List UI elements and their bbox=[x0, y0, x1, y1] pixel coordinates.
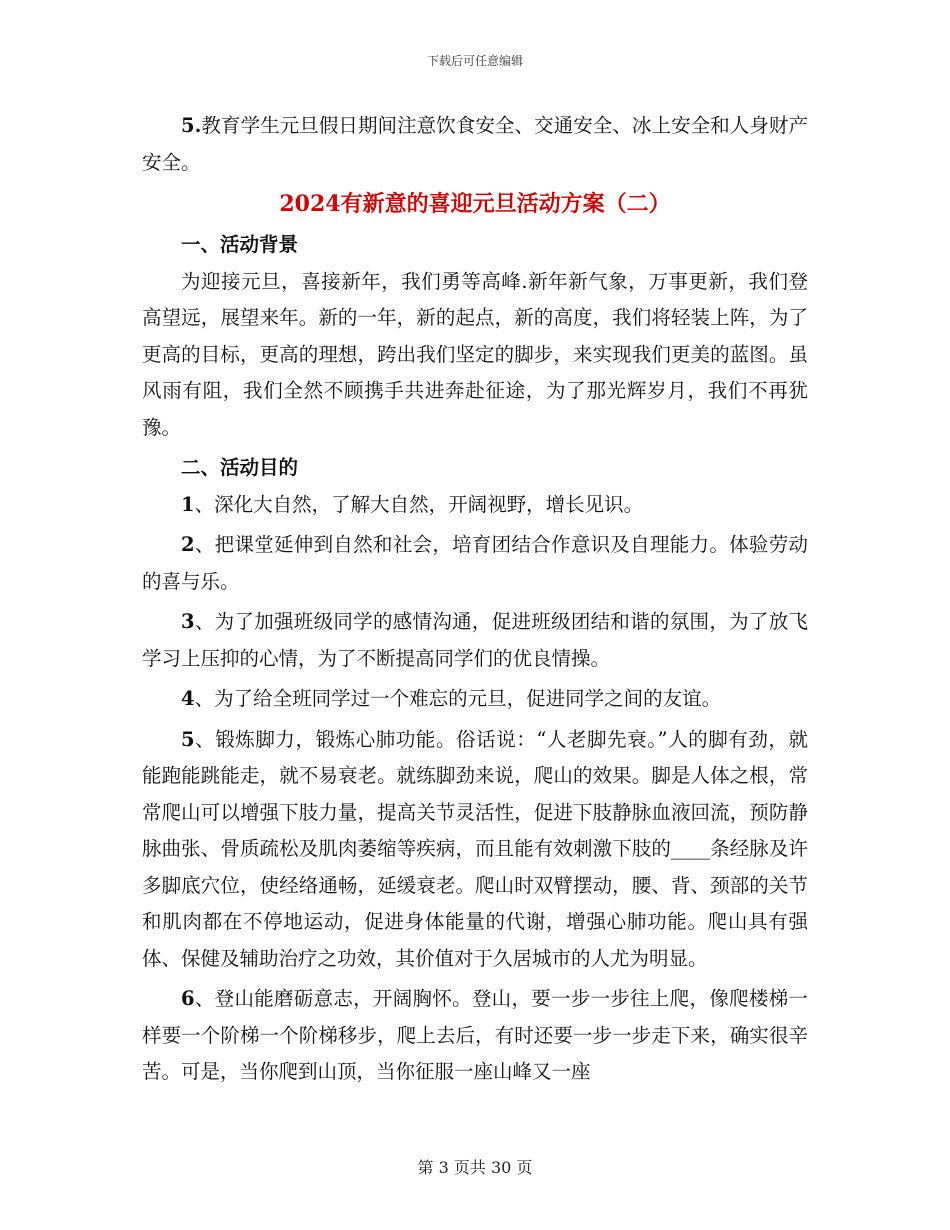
document-body bbox=[142, 108, 808, 1091]
page-header: 下载后可任意编辑 bbox=[426, 54, 523, 68]
item-text: 、为了给全班同学过一个难忘的元旦，促进同学之间的友谊。 bbox=[194, 687, 722, 710]
item-number: 6 bbox=[181, 987, 195, 1010]
list-item-3 bbox=[142, 604, 808, 677]
paragraph-safety bbox=[142, 108, 808, 181]
paragraph-number: 5. bbox=[181, 114, 202, 137]
list-item-2 bbox=[142, 527, 808, 600]
item-number: 2 bbox=[181, 533, 195, 556]
item-text: 、深化大自然，了解大自然，开阔视野，增长见识。 bbox=[194, 492, 644, 516]
list-item-1 bbox=[142, 487, 808, 524]
item-number: 5 bbox=[181, 727, 195, 751]
item-text: 、为了加强班级同学的感情沟通，促进班级团结和谐的氛围，为了放飞学习上压抑的心情，为了不断提高同学们的优良情操。 bbox=[142, 610, 808, 670]
document-title: 2024有新意的喜迎元旦活动方案（二） bbox=[279, 191, 671, 217]
section-heading-purpose: 二、活动目的 bbox=[181, 456, 299, 479]
item-text: 、登山能磨砺意志，开阔胸怀。登山，要一步一步往上爬，像爬楼梯一样要一个阶梯一个阶梯移步，爬上去后，有时还要一步一步走下来，确实很辛苦。可是，当你爬到山顶，当你征服一座山峰又一座 bbox=[142, 987, 808, 1083]
list-item-4 bbox=[142, 681, 808, 718]
paragraph-background: 为迎接元旦，喜接新年，我们勇等高峰.新年新气象，万事更新，我们登高望远，展望来年。新的一年，新的起点，新的高度，我们将轻装上阵，为了更高的目标，更高的理想，跨出我们坚定的脚步，来实现我们更美的蓝图。虽风雨有阻，我们全然不顾携手共进奔赴征途，为了那光辉岁月，我们不再犹豫。 bbox=[142, 269, 808, 439]
list-item-5 bbox=[142, 722, 808, 978]
list-item-6 bbox=[142, 981, 808, 1091]
item-text: 、锻炼脚力，锻炼心肺功能。俗话说：“人老脚先衰。”人的脚有劲，就能跑能跳能走，就不易衰老。就练脚劲来说，爬山的效果。脚是人体之根，常常爬山可以增强下肢力量，提高关节灵活性，促进下肢静脉血液回流，预防静脉曲张、骨质疏松及肌肉萎缩等疾病，而且能有效刺激下肢的____条经脉及许多脚底穴位，使经络通畅，延缓衰老。爬山时双臂摆动，腰、背、颈部的关节和肌肉都在不停地运动，促进身体能量的代谢，增强心肺功能。爬山具有强体、保健及辅助治疗之功效，其价值对于久居城市的人尤为明显。 bbox=[142, 727, 808, 970]
item-number: 4 bbox=[181, 687, 195, 710]
section-heading-background: 一、活动背景 bbox=[181, 233, 299, 256]
page-footer: 第 3 页共 30 页 bbox=[417, 1158, 533, 1177]
paragraph-text: 教育学生元旦假日期间注意饮食安全、交通安全、冰上安全和人身财产安全。 bbox=[142, 114, 808, 174]
item-number: 3 bbox=[181, 610, 195, 633]
item-text: 、把课堂延伸到自然和社会，培育团结合作意识及自理能力。体验劳动的喜与乐。 bbox=[142, 533, 808, 593]
item-number: 1 bbox=[181, 492, 195, 516]
